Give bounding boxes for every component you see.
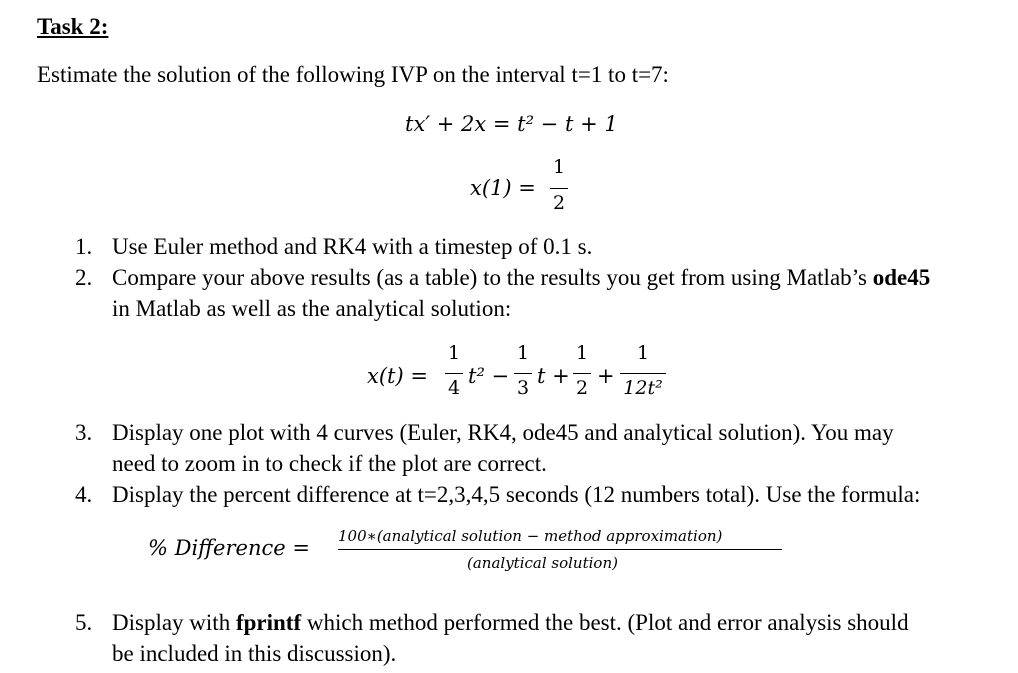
task-title: Task 2: (37, 14, 109, 39)
item-4-text: Display the percent difference at t=2,3,4,5 seconds (12 numbers total). Use the formula: (112, 482, 921, 507)
frac4-bar (620, 373, 666, 374)
frac3-den: 2 (575, 377, 589, 399)
ic-numerator: 1 (552, 156, 566, 178)
plus-sign: + (597, 364, 615, 388)
frac1-bar (445, 373, 463, 374)
term2-t: t + (537, 364, 570, 388)
item-number-3: 3. (75, 420, 93, 445)
frac2-bar (514, 373, 532, 374)
formula-numerator: 100∗(analytical solution − method approximation) (338, 527, 723, 545)
item-5-line-1 (112, 610, 909, 636)
item-3-line-1: Display one plot with 4 curves (Euler, RK4, ode45 and analytical solution). You may (112, 420, 894, 445)
fprintf-keyword: fprintf (235, 610, 302, 635)
frac2-den: 3 (516, 377, 530, 399)
formula-denominator: (analytical solution) (467, 554, 618, 572)
item-3-line-2: need to zoom in to check if the plot are correct. (112, 451, 547, 476)
item-5-line-2: be included in this discussion). (112, 641, 397, 666)
item-2-line-2: in Matlab as well as the analytical solution: (112, 296, 512, 321)
ic-denominator: 2 (552, 192, 566, 214)
item-2-line-1 (112, 265, 930, 291)
item-number-1: 1. (75, 234, 93, 259)
ode-equation: tx′ + 2x = t² − t + 1 (405, 112, 618, 136)
item-5-text-a: Display with (112, 610, 236, 635)
formula-fraction-bar (338, 549, 782, 550)
frac2-num: 1 (516, 342, 530, 364)
item-number-4: 4. (75, 482, 93, 507)
item-number-2: 2. (75, 265, 93, 290)
frac1-den: 4 (447, 377, 461, 399)
intro-text: Estimate the solution of the following IVP on the interval t=1 to t=7: (37, 62, 669, 87)
frac3-num: 1 (575, 342, 589, 364)
percent-difference-lhs: % Difference = (148, 536, 310, 560)
item-1-text: Use Euler method and RK4 with a timestep of 0.1 s. (112, 234, 593, 259)
frac1-num: 1 (447, 342, 461, 364)
term1-t2: t² − (468, 364, 510, 388)
analytical-lhs: x(t) = (367, 364, 428, 388)
item-2-text-a: Compare your above results (as a table) to the results you get from using Matlab’s (112, 265, 873, 290)
frac4-num: 1 (636, 342, 650, 364)
frac4-den: 12t² (623, 377, 663, 399)
item-5-text-c: which method performed the best. (Plot and error analysis should (301, 610, 909, 635)
frac3-bar (573, 373, 591, 374)
ic-fraction-bar (550, 188, 568, 189)
item-number-5: 5. (75, 610, 93, 635)
ode45-keyword: ode45 (872, 265, 931, 290)
initial-condition-lhs: x(1) = (470, 176, 536, 200)
